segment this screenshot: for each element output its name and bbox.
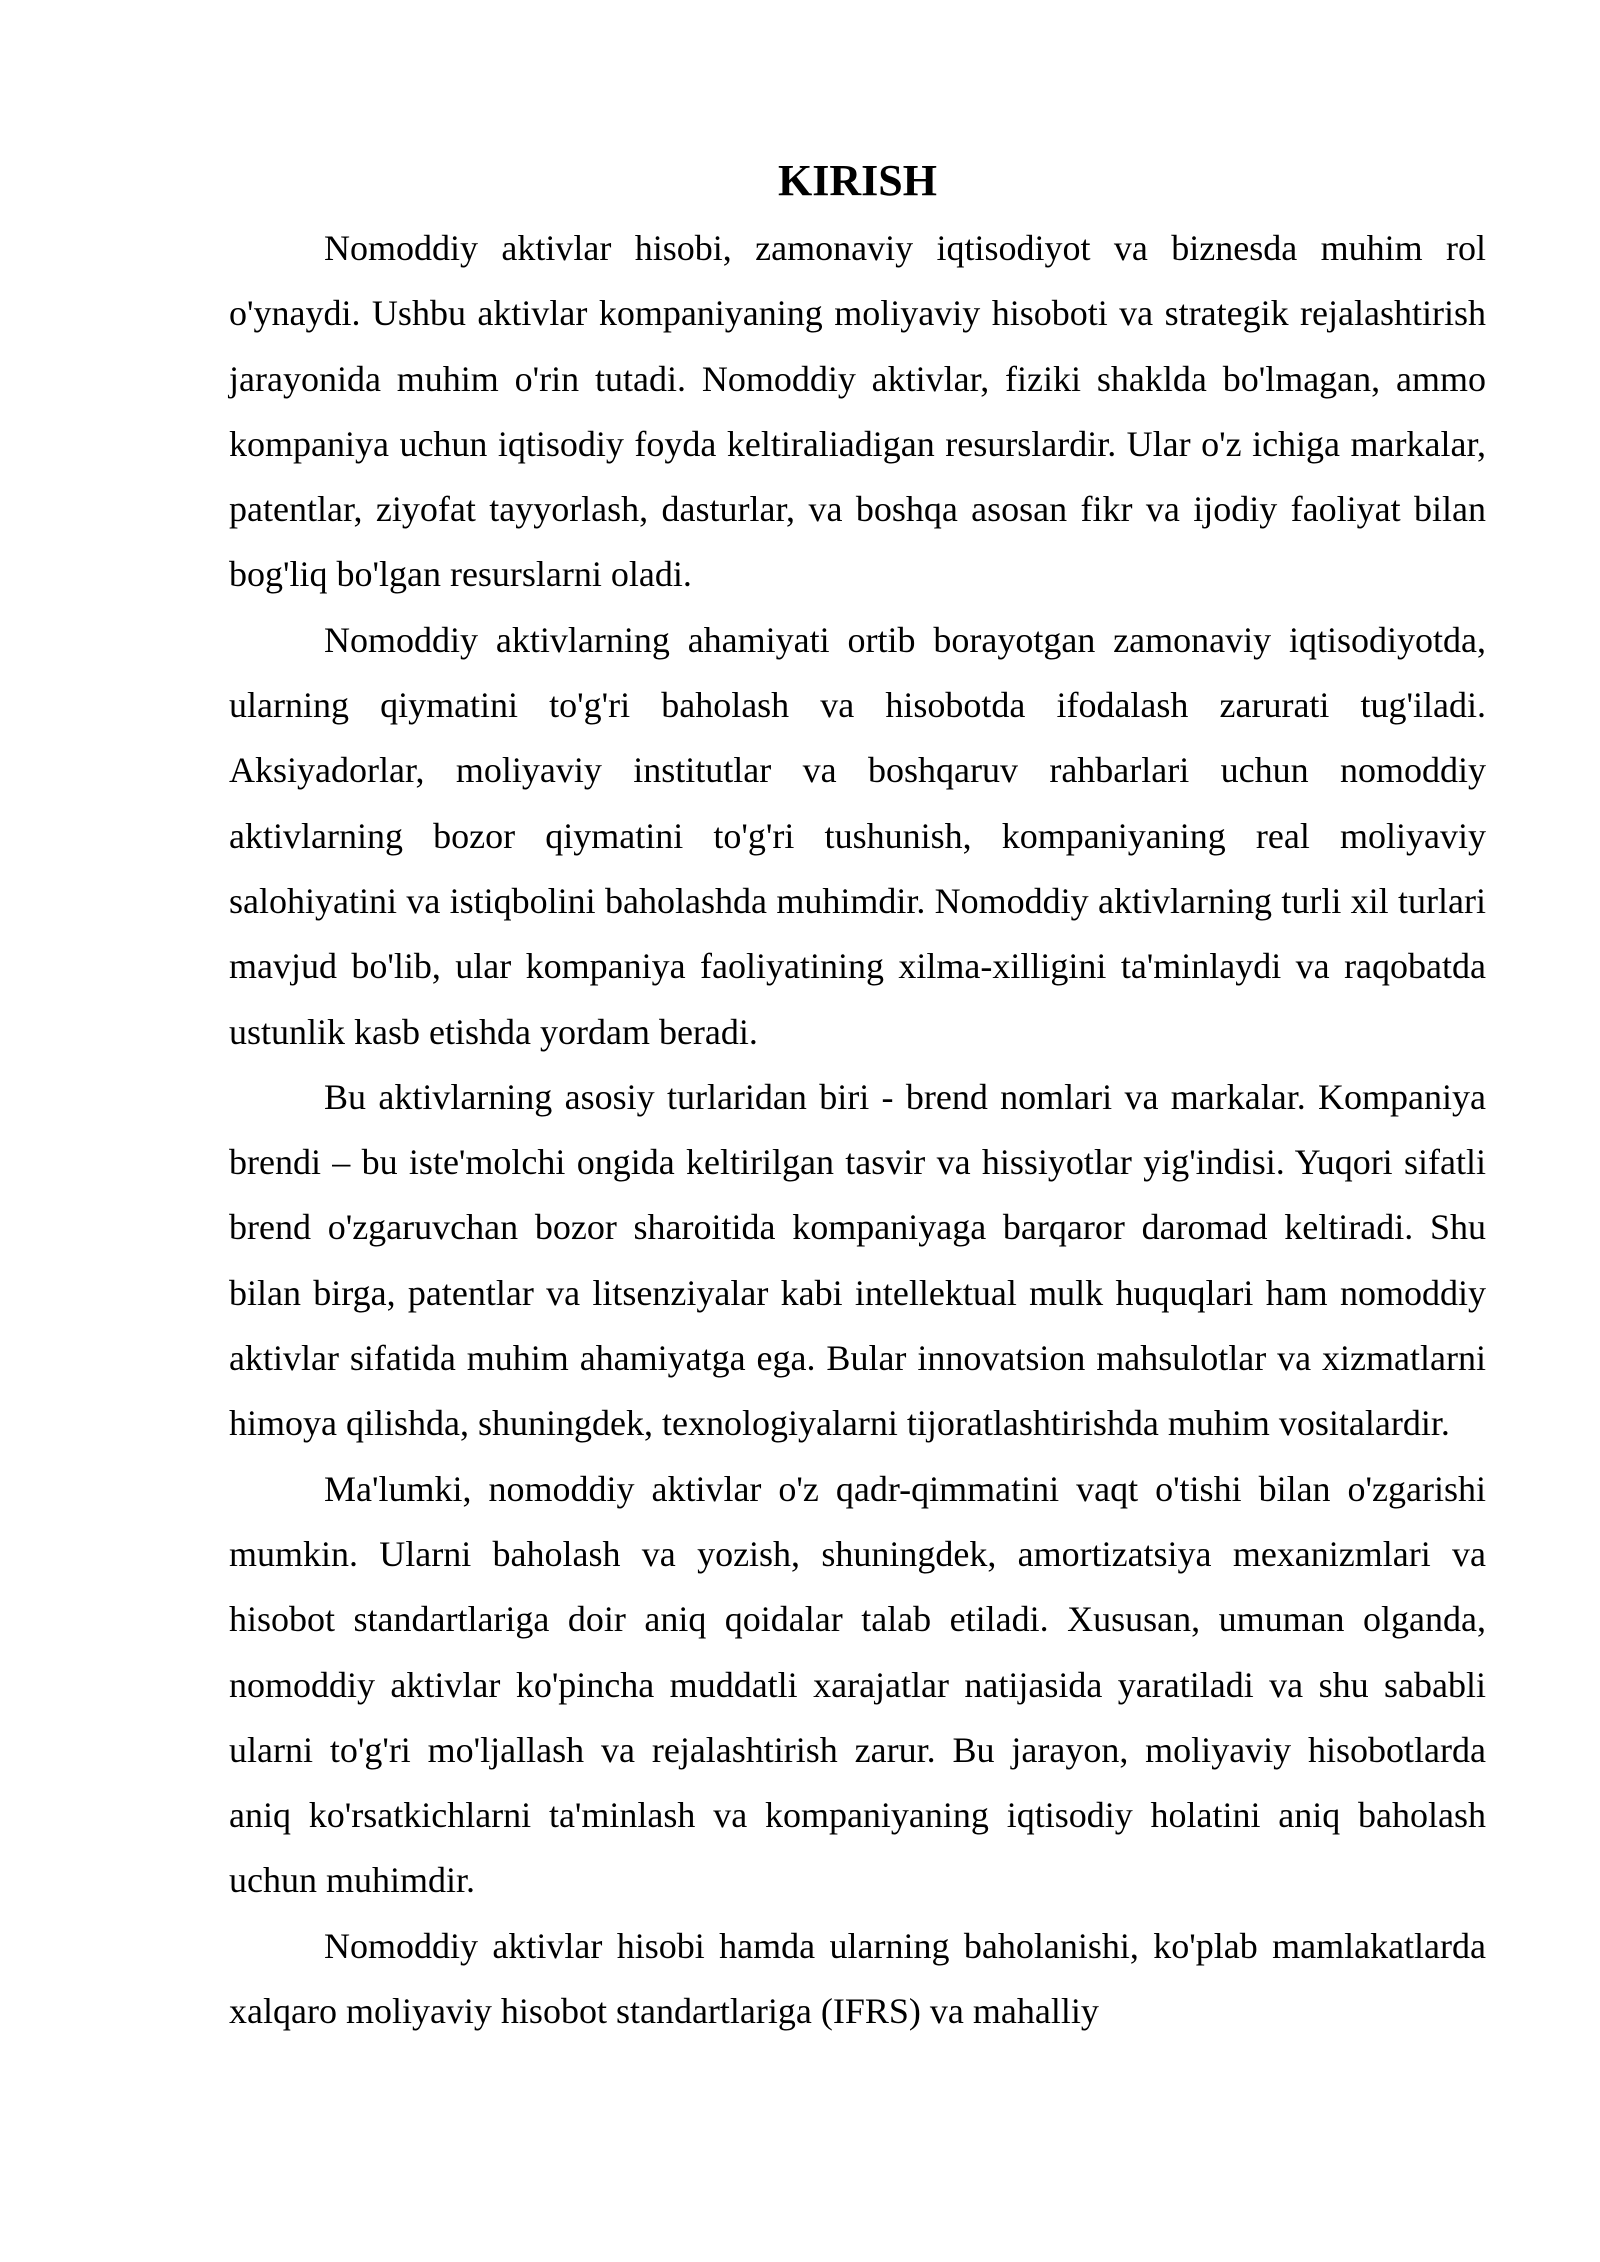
paragraph: Nomoddiy aktivlarning ahamiyati ortib borayotgan zamonaviy iqtisodiyotda, ularning qiymatini to'g'ri baholash va hisobotda ifodalash zarurati tug'iladi. Aksiyadorlar, moliyaviy institutlar va boshqaruv rahbarlari uchun nomoddiy aktivlarning bozor qiymatini to'g'ri tushunish, kompaniyaning real moliyaviy salohiyatini va istiqbolini baholashda muhimdir. Nomoddiy aktivlarning turli xil turlari mavjud bo'lib, ular kompaniya faoliyatining xilma-xilligini ta'minlaydi va raqobatda ustunlik kasb etishda yordam beradi. bbox=[229, 619, 1486, 1052]
paragraph: Ma'lumki, nomoddiy aktivlar o'z qadr-qimmatini vaqt o'tishi bilan o'zgarishi mumkin. Ularni baholash va yozish, shuningdek, amortizatsiya mexanizmlari va hisobot standartlariga doir aniq qoidalar talab etiladi. Xususan, umuman olganda, nomoddiy aktivlar ko'pincha muddatli xarajatlar natijasida yaratiladi va shu sababli ularni to'g'ri mo'ljallash va rejalashtirish zarur. Bu jarayon, moliyaviy hisobotlarda aniq ko'rsatkichlarni ta'minlash va kompaniyaning iqtisodiy holatini aniq baholash uchun muhimdir. bbox=[229, 1468, 1486, 1901]
page-title: KIRISH bbox=[778, 156, 937, 205]
paragraph: Bu aktivlarning asosiy turlaridan biri - brend nomlari va markalar. Kompaniya brendi – bu iste'molchi ongida keltirilgan tasvir va hissiyotlar yig'indisi. Yuqori sifatli brend o'zgaruvchan bozor sharoitida kompaniyaga barqaror daromad keltiradi. Shu bilan birga, patentlar va litsenziyalar kabi intellektual mulk huquqlari ham nomoddiy aktivlar sifatida muhim ahamiyatga ega. Bular innovatsion mahsulotlar va xizmatlarni himoya qilishda, shuningdek, texnologiyalarni tijoratlashtirishda muhim vositalardir. bbox=[229, 1076, 1486, 1444]
paragraph: Nomoddiy aktivlar hisobi, zamonaviy iqtisodiyot va biznesda muhim rol o'ynaydi. Ushbu aktivlar kompaniyaning moliyaviy hisoboti va strategik rejalashtirish jarayonida muhim o'rin tutadi. Nomoddiy aktivlar, fiziki shaklda bo'lmagan, ammo kompaniya uchun iqtisodiy foyda keltiraliadigan resurslardir. Ular o'z ichiga markalar, patentlar, ziyofat tayyorlash, dasturlar, va boshqa asosan fikr va ijodiy faoliyat bilan bog'liq bo'lgan resurslarni oladi. bbox=[229, 228, 1486, 595]
paragraph: Nomoddiy aktivlar hisobi hamda ularning baholanishi, ko'plab mamlakatlarda xalqaro moliyaviy hisobot standartlariga (IFRS) va mahalliy bbox=[229, 1925, 1486, 2032]
